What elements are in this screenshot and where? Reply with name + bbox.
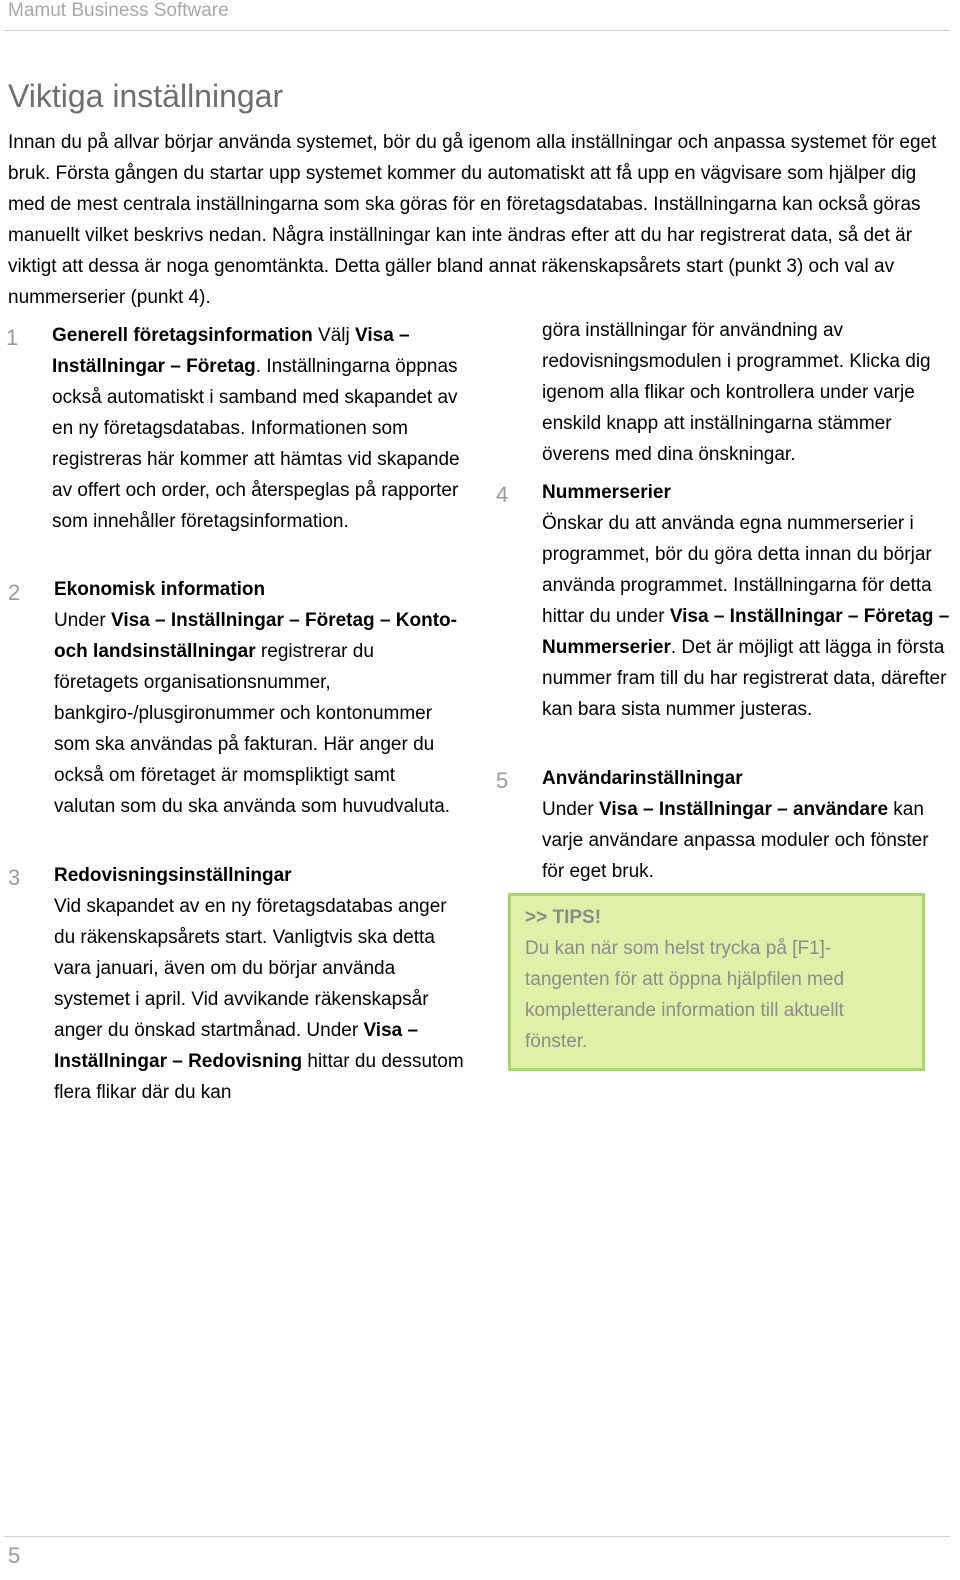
running-header: Mamut Business Software <box>8 0 229 21</box>
page-title: Viktiga inställningar <box>8 78 284 114</box>
item-number-4: 4 <box>496 482 509 507</box>
item-number-1: 1 <box>6 325 19 350</box>
footer-divider <box>4 1536 950 1537</box>
item-3-title: Redovisningsinställningar <box>54 865 292 886</box>
item-4-body: Nummerserier Önskar du att använda egna nummerserier i programmet, bör du göra detta innan du börjar använda programmet. Inställningarna för detta hittar du under Visa – Inställningar – Företag – Nummerserier. Det är möjligt att lägga in första nummer fram till du har registrerat data, därefter kan bara sista nummer justeras. <box>542 477 952 725</box>
item-5-body: Användarinställningar Under Visa – Inställningar – användare kan varje användare anpassa moduler och fönster för eget bruk. <box>542 763 947 887</box>
item-3-continuation: göra inställningar för användning av redovisningsmodulen i programmet. Klicka dig igenom alla flikar och kontrollera under varje enskild knapp att inställningarna stämmer överens med dina önskningar. <box>542 320 931 465</box>
item-5-title: Användarinställningar <box>542 768 743 789</box>
item-2-body: Ekonomisk information Under Visa – Inställningar – Företag – Konto- och landsinställningar registrerar du företagets organisationsnummer, bankgiro-/plusgironummer och kontonummer som ska användas på fakturan. Här anger du också om företaget är momspliktigt samt valutan som du ska använda som huvudvaluta. <box>54 574 459 822</box>
item-2-title: Ekonomisk information <box>54 579 266 600</box>
page-number: 5 <box>8 1543 21 1568</box>
item-3-body: Redovisningsinställningar Vid skapandet av en ny företagsdatabas anger du räkenskapsårets start. Vanligtvis ska detta vara januari, även om du börjar använda systemet i april. Vid avvikande räkenskapsår anger du önskad startmånad. Under Visa – Inställningar – Redovisning hittar du dessutom flera flikar där du kan <box>54 860 464 1108</box>
header-divider <box>4 30 950 31</box>
item-number-3: 3 <box>8 865 21 890</box>
tips-box <box>508 893 925 1071</box>
item-1-title: Generell företagsinformation <box>52 325 313 346</box>
item-number-5: 5 <box>496 768 509 793</box>
item-1-body: Generell företagsinformation Välj Visa – Inställningar – Företag. Inställningarna öppnas också automatiskt i samband med skapandet av en ny företagsdatabas. Informationen som registreras här kommer att hämtas vid skapande av offert och order, och återspeglas på rapporter som innehåller företagsinformation. <box>52 325 460 532</box>
tips-title: >> TIPS! <box>525 907 602 928</box>
tips-text: Du kan när som helst trycka på [F1]-tangenten för att öppna hjälpfilen med kompletterande information till aktuellt fönster. <box>525 938 845 1052</box>
intro-paragraph: Innan du på allvar börjar använda systemet, bör du gå igenom alla inställningar och anpassa systemet för eget bruk. Första gången du startar upp systemet kommer du automatiskt att få upp en vägvisare som hjälper dig med de mest centrala inställningarna som ska göras för en företagsdatabas. Inställningarna kan också göras manuellt vilket beskrivs nedan. Några inställningar kan inte ändras efter att du har registrerat data, så det är viktigt att dessa är noga genomtänkta. Detta gäller bland annat räkenskapsårets start (punkt 3) och val av nummerserier (punkt 4). <box>8 132 937 308</box>
item-number-2: 2 <box>8 580 21 605</box>
item-4-title: Nummerserier <box>542 482 671 503</box>
